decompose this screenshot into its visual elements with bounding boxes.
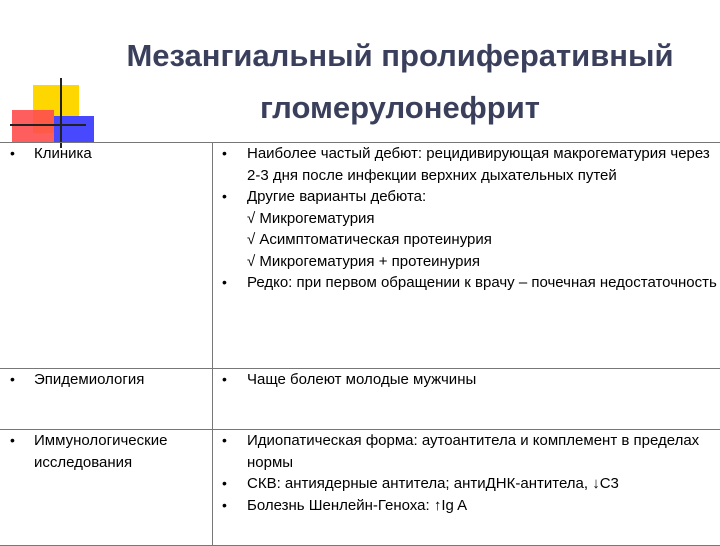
table-row: [0, 369, 720, 430]
sub-item: √ Микрогематурия + протеинурия: [247, 251, 720, 273]
bullet-icon: •: [222, 143, 227, 165]
table-row: [0, 143, 720, 369]
row-label-cell: [0, 430, 213, 546]
decor-red-square: [12, 110, 54, 142]
bullet-icon: •: [222, 272, 227, 294]
row-label-cell: [0, 369, 213, 430]
bullet-icon: •: [222, 473, 227, 495]
list-item: • Чаще болеют молодые мужчины: [213, 369, 720, 391]
title-line-1: Мезангиальный пролиферативный: [126, 38, 673, 73]
list-item: • Идиопатическая форма: аутоантитела и комплемент в пределах нормы: [213, 430, 720, 473]
list-item: • Редко: при первом обращении к врачу – почечная недостаточность: [213, 272, 720, 294]
bullet-icon: •: [222, 186, 227, 208]
row-content-cell: [213, 143, 720, 369]
sub-item: √ Асимптоматическая протеинурия: [247, 229, 720, 251]
bullet-icon: •: [222, 495, 227, 517]
row-label: • Иммунологические исследования: [0, 430, 212, 473]
decor-horizontal-line: [10, 124, 86, 126]
table-row: [0, 430, 720, 546]
bullet-icon: •: [10, 143, 15, 165]
row-label-cell: [0, 143, 213, 369]
list-item: • СКВ: антиядерные антитела; антиДНК-антитела, ↓С3: [213, 473, 720, 495]
row-content-cell: [213, 430, 720, 546]
bullet-icon: •: [222, 430, 227, 452]
content-table: [0, 142, 720, 546]
sub-item: √ Микрогематурия: [247, 208, 720, 230]
row-label: • Эпидемиология: [0, 369, 212, 391]
bullet-icon: •: [10, 430, 15, 452]
page-title: [90, 30, 710, 134]
title-line-2: гломерулонефрит: [260, 90, 540, 125]
list-item: • Другие варианты дебюта: √ Микрогематурия √ Асимптоматическая протеинурия √ Микрогематурия + протеинурия: [213, 186, 720, 272]
bullet-icon: •: [222, 369, 227, 391]
decor-vertical-line: [60, 78, 62, 148]
bullet-icon: •: [10, 369, 15, 391]
row-content-cell: [213, 369, 720, 430]
list-item: • Болезнь Шенлейн-Геноха: ↑Ig A: [213, 495, 720, 517]
list-item: • Наиболее частый дебют: рецидивирующая макрогематурия через 2-3 дня после инфекции верхних дыхательных путей: [213, 143, 720, 186]
row-label: • Клиника: [0, 143, 212, 165]
